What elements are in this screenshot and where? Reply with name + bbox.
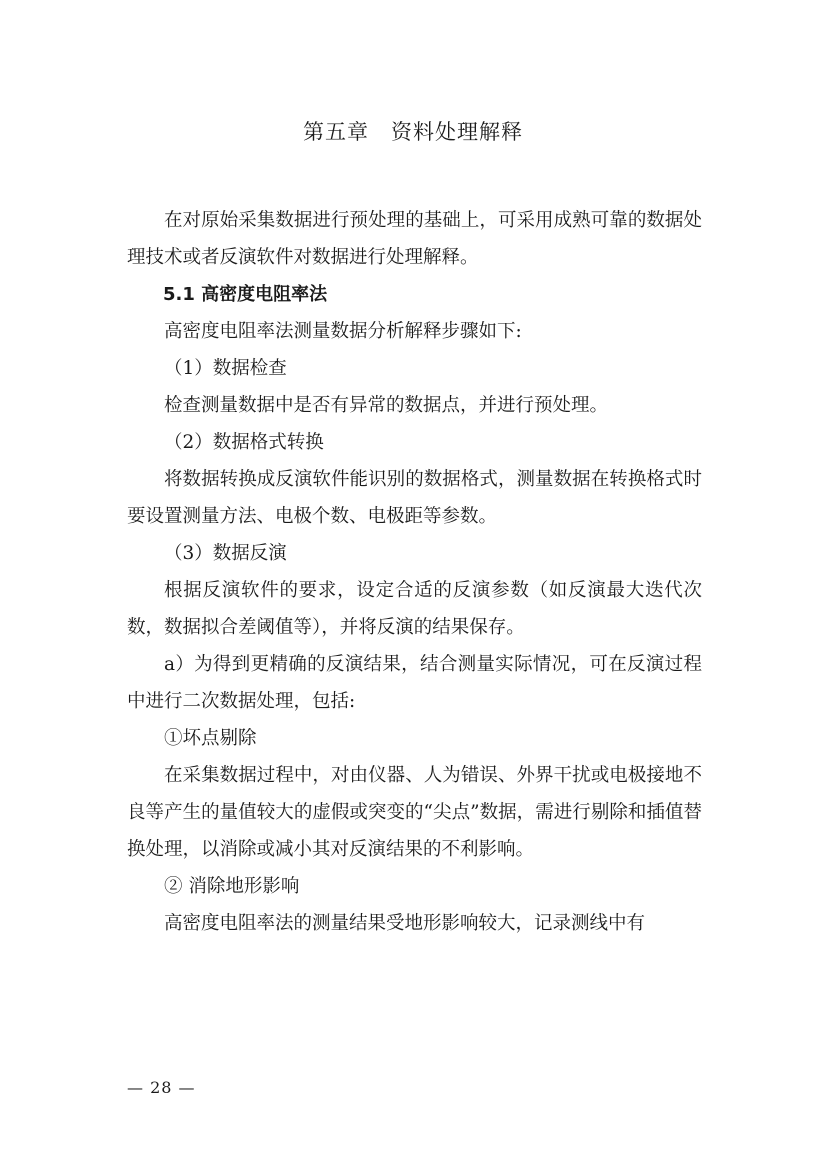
step2-body: 将数据转换成反演软件能识别的数据格式，测量数据在转换格式时要设置测量方法、电极个数、电极距等参数。 [127,469,702,527]
item2-body: 高密度电阻率法的测量结果受地形影响较大，记录测线中有 [164,913,646,934]
item1-body: 在采集数据过程中，对由仪器、人为错误、外界干扰或电极接地不良等产生的量值较大的虚假或突变的“尖点”数据，需进行剔除和插值替换处理，以消除或减小其对反演结果的不利影响。 [127,765,702,860]
step3-body: 根据反演软件的要求，设定合适的反演参数（如反演最大迭代次数，数据拟合差阈值等），并将反演的结果保存。 [127,580,702,638]
intro-paragraph: 在对原始采集数据进行预处理的基础上，可采用成熟可靠的数据处理技术或者反演软件对数据进行处理解释。 [127,210,702,268]
step3-title: （3）数据反演 [164,543,287,564]
body-text [127,202,702,942]
chapter-title: 第五章 资料处理解释 [303,120,523,144]
sub-a-paragraph: a）为得到更精确的反演结果，结合测量实际情况，可在反演过程中进行二次数据处理，包括: [127,654,702,712]
page-number: — 28 — [127,1078,196,1097]
item2-title: ② 消除地形影响 [164,876,300,897]
section-heading: 5.1 高密度电阻率法 [163,284,328,305]
steps-intro-paragraph: 高密度电阻率法测量数据分析解释步骤如下: [164,321,522,342]
item1-title: ①坏点剔除 [164,728,257,749]
step1-body: 检查测量数据中是否有异常的数据点，并进行预处理。 [164,395,609,416]
step1-title: （1）数据检查 [164,358,287,379]
step2-title: （2）数据格式转换 [164,432,324,453]
